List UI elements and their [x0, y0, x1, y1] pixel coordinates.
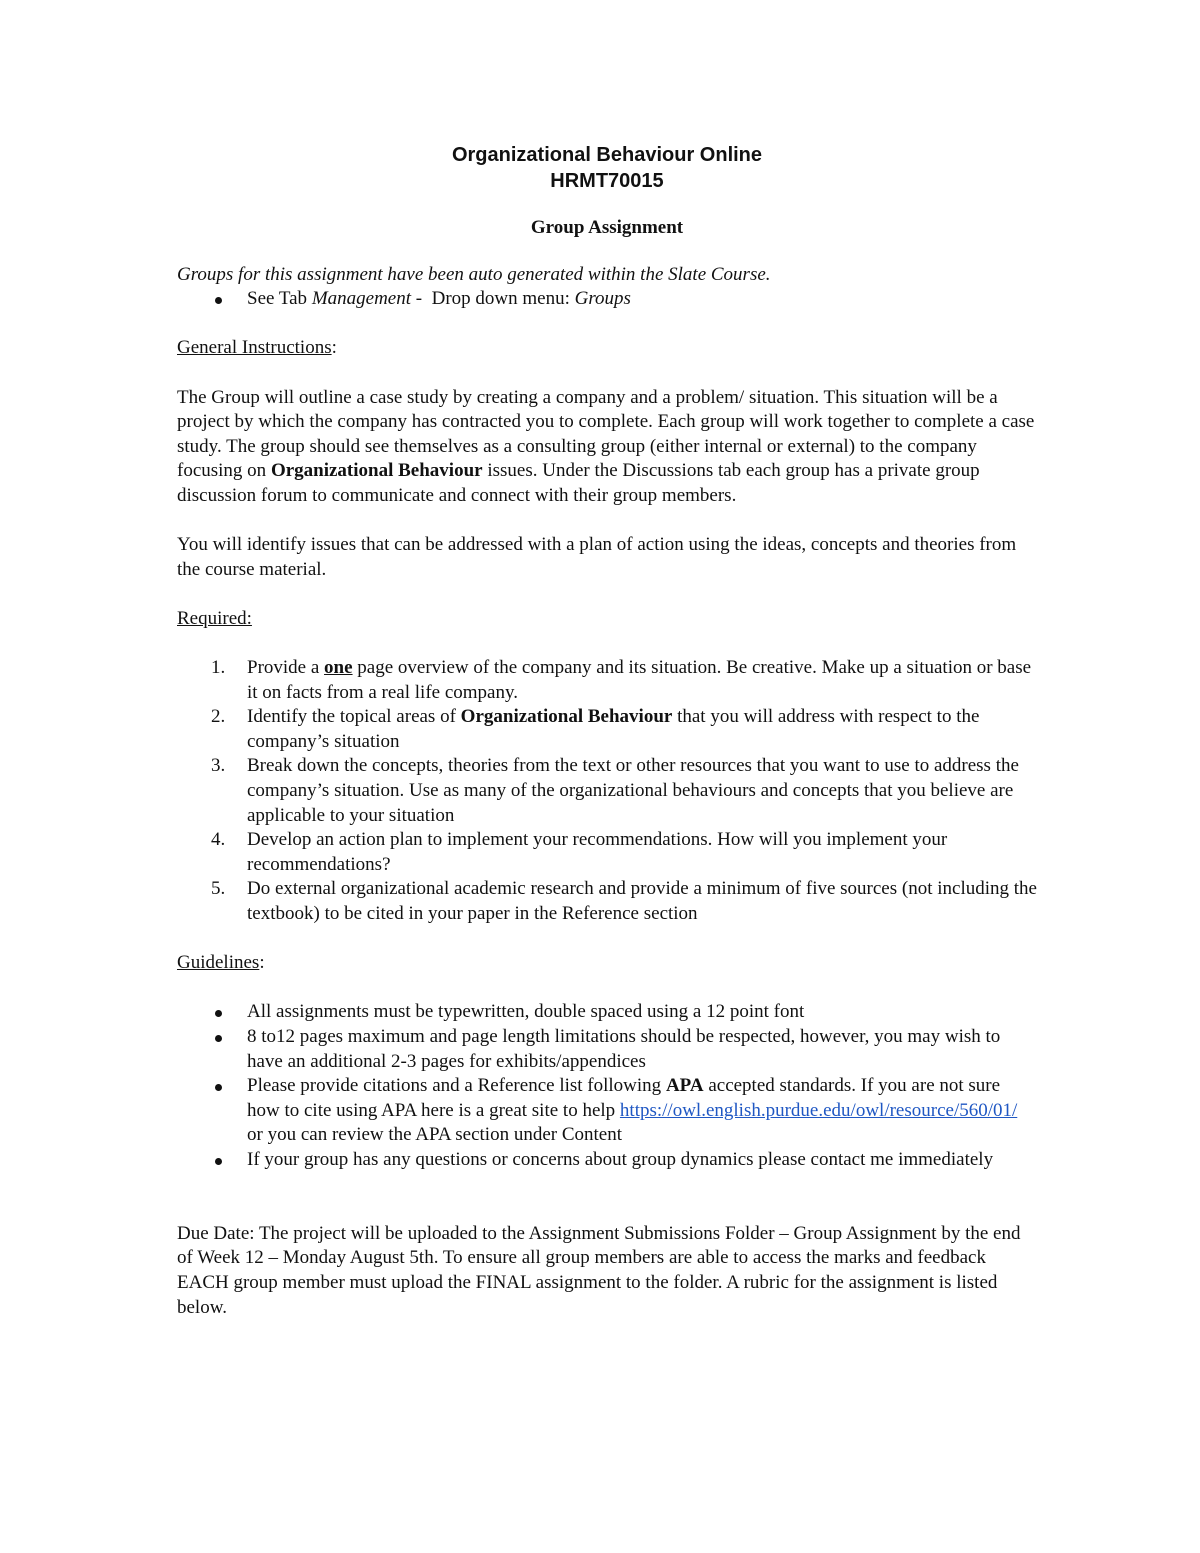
guideline-item: [177, 1148, 1037, 1173]
required-item: [177, 877, 1037, 926]
required-list: [177, 656, 1037, 927]
required-item-number: 2.: [211, 706, 226, 728]
required-item-bold: one: [324, 657, 353, 679]
guideline-text: Please provide citations and a Reference list following: [247, 1075, 666, 1097]
bullet-icon: [215, 1158, 222, 1165]
apa-resource-link[interactable]: https://owl.english.purdue.edu/owl/resource/560/01/: [619, 1099, 1018, 1121]
course-title: Organizational Behaviour Online: [451, 144, 763, 166]
bullet-icon: [215, 1010, 222, 1017]
general-paragraph-2: You will identify issues that can be addressed with a plan of action using the ideas, concepts and theories from the course material.: [177, 534, 1017, 580]
bullet-icon: [215, 1035, 222, 1042]
required-item-text: Break down the concepts, theories from the text or other resources that you want to use to address the company’s situation. Use as many of the organizational behaviours and concepts that you believe are applicable to your situation: [247, 755, 1019, 826]
guidelines-heading-text: Guidelines: [177, 952, 260, 974]
required-item-number: 1.: [211, 657, 226, 679]
para1-text-b: issues. Under the Discussions tab each group has a private group discussion forum to communicate and connect with their group members.: [177, 460, 980, 506]
required-item: [177, 705, 1037, 754]
assignment-title: Group Assignment: [530, 217, 684, 238]
required-item-text: Do external organizational academic research and provide a minimum of five sources (not including the textbook) to be cited in your paper in the Reference section: [247, 878, 1037, 925]
course-code: HRMT70015: [550, 170, 664, 192]
guideline-bold: APA: [665, 1075, 704, 1097]
groups-bullet-tab: Management: [311, 288, 412, 310]
groups-list: [177, 287, 1037, 312]
required-item-text: Develop an action plan to implement your recommendations. How will you implement your recommendations?: [247, 829, 948, 875]
para1-text-a: The Group will outline a case study by creating a company and a problem/ situation. This situation will be a project by which the company has contracted you to complete. Each group will work together to complete a case study. The group should see themselves as a consulting group (either internal or external) to the company focusing on: [177, 386, 1035, 482]
required-item: [177, 754, 1037, 828]
guideline-text: 8 to12 pages maximum and page length limitations should be respected, however, you may wish to have an additional 2-3 pages for exhibits/appendices: [247, 1026, 1001, 1072]
guidelines-heading-suffix: :: [259, 952, 265, 974]
required-item-text-b: that you will address with respect to the company’s situation: [247, 706, 980, 752]
required-item: [177, 656, 1037, 705]
guideline-text-c: or you can review the APA section under Content: [247, 1124, 623, 1146]
general-heading-text: General Instructions: [177, 337, 332, 359]
due-date-paragraph: Due Date: The project will be uploaded to the Assignment Submissions Folder – Group Assignment by the end of Week 12 – Monday August 5th. To ensure all group members are able to access the marks and feedback EACH group member must upload the FINAL assignment to the folder. A rubric for the assignment is listed below.: [177, 1222, 1021, 1318]
general-heading-suffix: :: [331, 337, 337, 359]
groups-note: Groups for this assignment have been auto generated within the Slate Course.: [177, 263, 771, 285]
guideline-text-b: accepted standards. If you are not sure how to cite using APA here is a great site to help: [247, 1075, 1001, 1121]
required-heading: Required:: [177, 607, 252, 629]
groups-bullet-prefix: See Tab: [247, 288, 312, 310]
required-item-number: 5.: [211, 878, 226, 900]
general-instructions-heading: [177, 336, 1037, 361]
required-item-number: 3.: [211, 755, 226, 777]
guidelines-list: [177, 1000, 1037, 1172]
required-item-text: Provide a: [247, 657, 325, 679]
required-item: [177, 828, 1037, 877]
guideline-item: [177, 1074, 1037, 1148]
guideline-item: [177, 1025, 1037, 1074]
required-item-text-b: page overview of the company and its situation. Be creative. Make up a situation or base it on facts from a real life company.: [247, 657, 1032, 703]
guideline-text: All assignments must be typewritten, double spaced using a 12 point font: [247, 1001, 805, 1023]
required-item-number: 4.: [211, 829, 226, 851]
para1-bold: Organizational Behaviour: [270, 460, 483, 482]
guideline-text: If your group has any questions or concerns about group dynamics please contact me immediately: [247, 1148, 994, 1170]
guideline-item: [177, 1000, 1037, 1025]
bullet-icon: [215, 297, 222, 304]
document-content: [177, 142, 1037, 1320]
groups-bullet-mid: - Drop down menu:: [411, 288, 575, 310]
bullet-icon: [215, 1084, 222, 1091]
general-paragraph-1: [177, 386, 1037, 509]
guidelines-heading: [177, 951, 1037, 976]
groups-bullet-menu: Groups: [574, 288, 631, 310]
groups-bullet: [177, 287, 1037, 312]
required-item-bold: Organizational Behaviour: [460, 706, 673, 728]
required-item-text: Identify the topical areas of: [247, 706, 461, 728]
